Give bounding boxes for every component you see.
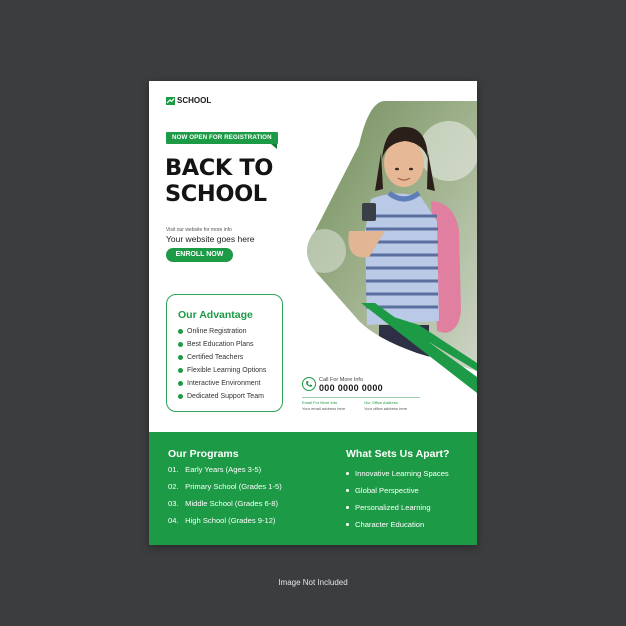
caption: Image Not Included bbox=[278, 578, 348, 587]
email-info bbox=[302, 400, 345, 412]
bottom-panel bbox=[149, 432, 477, 545]
bullet-icon bbox=[346, 523, 349, 526]
list-item bbox=[178, 364, 266, 377]
headline-line-1: BACK TO bbox=[165, 155, 274, 181]
list-item bbox=[346, 499, 449, 516]
bullet-icon bbox=[178, 368, 183, 373]
list-item-label: Innovative Learning Spaces bbox=[355, 469, 449, 478]
programs-title: Our Programs bbox=[168, 448, 239, 460]
programs-list bbox=[168, 465, 282, 533]
list-item bbox=[178, 338, 266, 351]
program-label: Middle School (Grades 6-8) bbox=[185, 499, 278, 508]
list-item bbox=[178, 377, 266, 390]
list-item bbox=[346, 482, 449, 499]
list-item-label: Dedicated Support Team bbox=[187, 393, 264, 400]
headline-line-2: SCHOOL bbox=[165, 181, 267, 207]
list-item-label: Interactive Environment bbox=[187, 380, 261, 387]
list-item-label: Personalized Learning bbox=[355, 503, 431, 512]
list-item bbox=[178, 325, 266, 338]
phone-icon bbox=[302, 377, 316, 391]
list-item-label: Character Education bbox=[355, 520, 425, 529]
program-label: Primary School (Grades 1-5) bbox=[185, 482, 282, 491]
bullet-icon bbox=[178, 394, 183, 399]
list-item bbox=[346, 516, 449, 533]
email-label: Email For More Info bbox=[302, 400, 338, 405]
list-item bbox=[178, 390, 266, 403]
logo-text: SCHOOL bbox=[177, 96, 212, 105]
bullet-icon bbox=[178, 355, 183, 360]
office-value: Your office address here bbox=[364, 406, 408, 411]
registration-banner: NOW OPEN FOR REGISTRATION bbox=[166, 132, 278, 144]
advantage-list bbox=[178, 325, 266, 403]
list-item bbox=[168, 516, 282, 533]
advantage-title: Our Advantage bbox=[178, 309, 253, 321]
call-label: Call For More Info bbox=[319, 377, 364, 383]
program-label: Early Years (Ages 3-5) bbox=[185, 465, 262, 474]
divider bbox=[302, 397, 420, 398]
advantage-card bbox=[166, 294, 283, 412]
list-item bbox=[168, 499, 282, 516]
bullet-icon bbox=[178, 342, 183, 347]
bullet-icon bbox=[178, 381, 183, 386]
apart-title: What Sets Us Apart? bbox=[346, 448, 450, 460]
program-number: 01. bbox=[168, 465, 179, 474]
list-item-label: Best Education Plans bbox=[187, 341, 254, 348]
email-value[interactable]: Your email address here bbox=[302, 406, 346, 411]
list-item-label: Flexible Learning Options bbox=[187, 367, 267, 374]
website-url[interactable]: Your website goes here bbox=[166, 234, 255, 244]
list-item bbox=[168, 465, 282, 482]
bullet-icon bbox=[178, 329, 183, 334]
list-item bbox=[346, 465, 449, 482]
office-info bbox=[364, 400, 407, 412]
website-caption: Visit our website for more info bbox=[166, 227, 232, 233]
phone-number[interactable]: 000 0000 0000 bbox=[319, 383, 383, 393]
list-item-label: Global Perspective bbox=[355, 486, 419, 495]
enroll-button[interactable]: ENROLL NOW bbox=[166, 248, 233, 262]
phone-glyph-icon bbox=[305, 380, 313, 388]
bullet-icon bbox=[346, 489, 349, 492]
program-number: 03. bbox=[168, 499, 179, 508]
office-label: Our Office Address bbox=[364, 400, 398, 405]
list-item bbox=[168, 482, 282, 499]
bullet-icon bbox=[346, 506, 349, 509]
flyer bbox=[149, 81, 477, 545]
apart-list bbox=[346, 465, 449, 533]
list-item-label: Certified Teachers bbox=[187, 354, 244, 361]
program-label: High School (Grades 9-12) bbox=[185, 516, 276, 525]
bullet-icon bbox=[346, 472, 349, 475]
program-number: 04. bbox=[168, 516, 179, 525]
list-item-label: Online Registration bbox=[187, 328, 247, 335]
list-item bbox=[178, 351, 266, 364]
program-number: 02. bbox=[168, 482, 179, 491]
